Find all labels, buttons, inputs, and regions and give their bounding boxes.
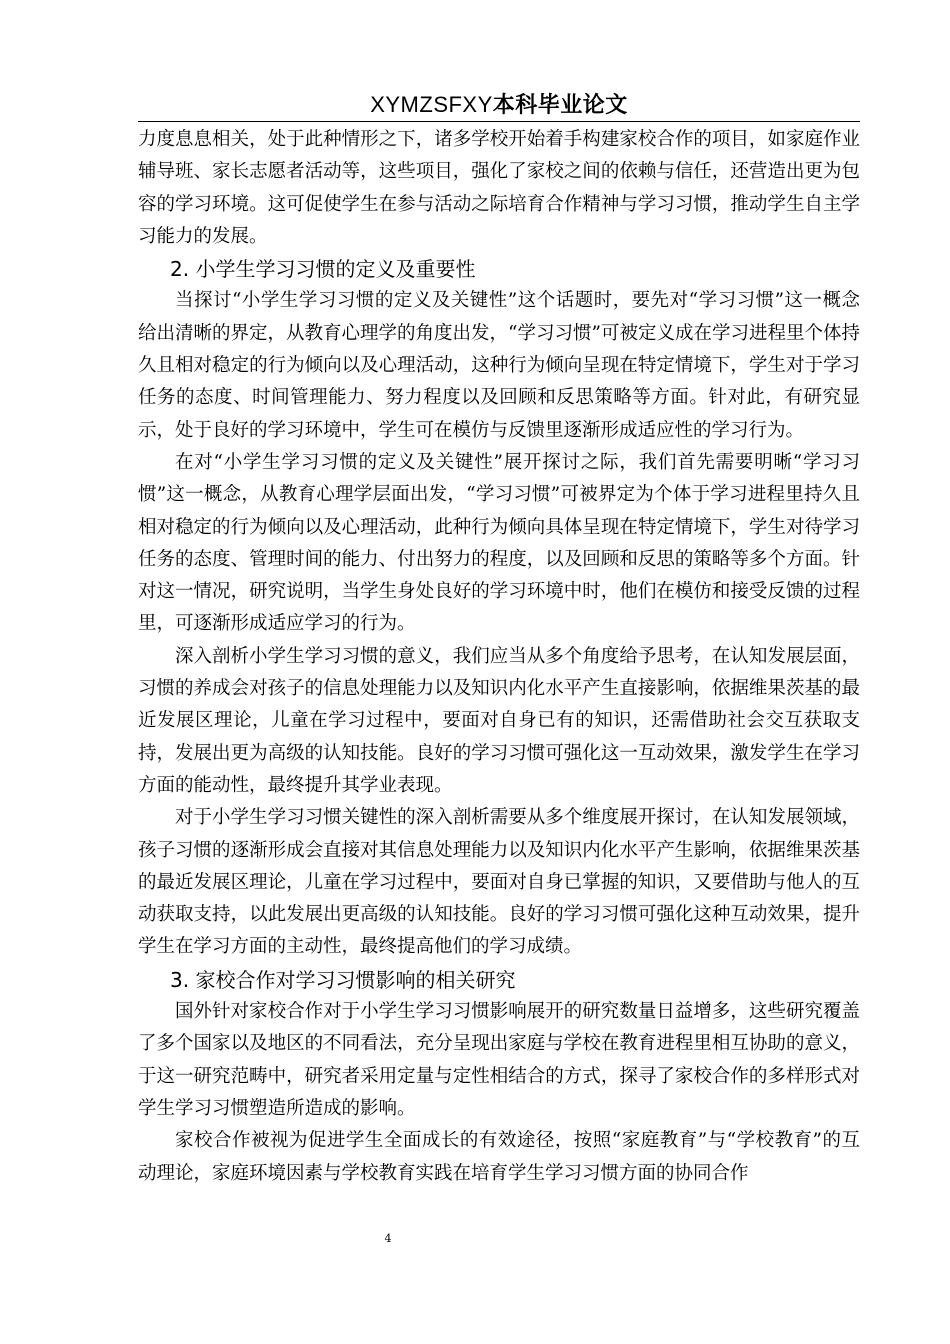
document-body [138,124,860,1190]
paragraph: 家校合作被视为促进学生全面成长的有效途径，按照“家庭教育”与“学校教育”的互动理论，家庭环境因素与学校教育实践在培育学生学习习惯方面的协同合作 [138,1130,860,1184]
section-heading: 2. 小学生学习习惯的定义及重要性 [170,257,476,282]
header-title: 本科毕业论文 [492,93,628,118]
paragraph: 对于小学生学习习惯关键性的深入剖析需要从多个维度展开探讨，在认知发展领域，孩子习惯的逐渐形成会直接对其信息处理能力以及知识内化水平产生影响，依据维果茨基的最近发展区理论，儿童在学习过程中，要面对自身已掌握的知识，又要借助与他人的互动获取支持，以此发展出更高级的认知技能。良好的学习习惯可强化这种互动效果，提升学生在学习方面的主动性，最终提高他们的学习成绩。 [138,807,860,958]
paragraph: 在对“小学生学习习惯的定义及关键性”展开探讨之际，我们首先需要明晰“学习习惯”这一概念，从教育心理学层面出发，“学习习惯”可被界定为个体于学习进程里持久且相对稳定的行为倾向以及心理活动，此种行为倾向具体呈现在特定情境下，学生对待学习任务的态度、管理时间的能力、付出努力的程度，以及回顾和反思的策略等多个方面。针对这一情况，研究说明，当学生身处良好的学习环境中时，他们在模仿和接受反馈的过程里，可逐渐形成适应学习的行为。 [138,451,860,635]
page-header [138,90,860,120]
header-rule [138,121,860,122]
paragraph: 力度息息相关，处于此种情形之下，诸多学校开始着手构建家校合作的项目，如家庭作业辅导班、家长志愿者活动等，这些项目，强化了家校之间的依赖与信任，还营造出更为包容的学习环境。这可促使学生在参与活动之际培育合作精神与学习习惯，推动学生自主学习能力的发展。 [138,129,860,247]
page-number: 4 [384,1232,392,1245]
paragraph: 深入剖析小学生学习习惯的意义，我们应当从多个角度给予思考，在认知发展层面，习惯的养成会对孩子的信息处理能力以及知识内化水平产生直接影响，依据维果茨基的最近发展区理论，儿童在学习过程中，要面对自身已有的知识，还需借助社会交互获取支持，发展出更为高级的认知技能。良好的学习习惯可强化这一互动效果，激发学生在学习方面的能动性，最终提升其学业表现。 [138,645,860,796]
paragraph: 国外针对家校合作对于小学生学习习惯影响展开的研究数量日益增多，这些研究覆盖了多个国家以及地区的不同看法，充分呈现出家庭与学校在教育进程里相互协助的意义，于这一研究范畴中，研究者采用定量与定性相结合的方式，探寻了家校合作的多样形式对学生学习习惯塑造所造成的影响。 [138,1001,860,1119]
section-heading: 3. 家校合作对学习习惯影响的相关研究 [170,967,516,992]
paragraph: 当探讨“小学生学习习惯的定义及关键性”这个话题时，要先对“学习习惯”这一概念给出清晰的界定，从教育心理学的角度出发，“学习习惯”可被定义成在学习进程里个体持久且相对稳定的行为倾向以及心理活动，这种行为倾向呈现在特定情境下，学生对于学习任务的态度、时间管理能力、努力程度以及回顾和反思策略等方面。针对此，有研究显示，处于良好的学习环境中，学生可在模仿与反馈里逐渐形成适应性的学习行为。 [138,290,860,441]
header-latin-code: XYMZSFXY [370,92,493,117]
